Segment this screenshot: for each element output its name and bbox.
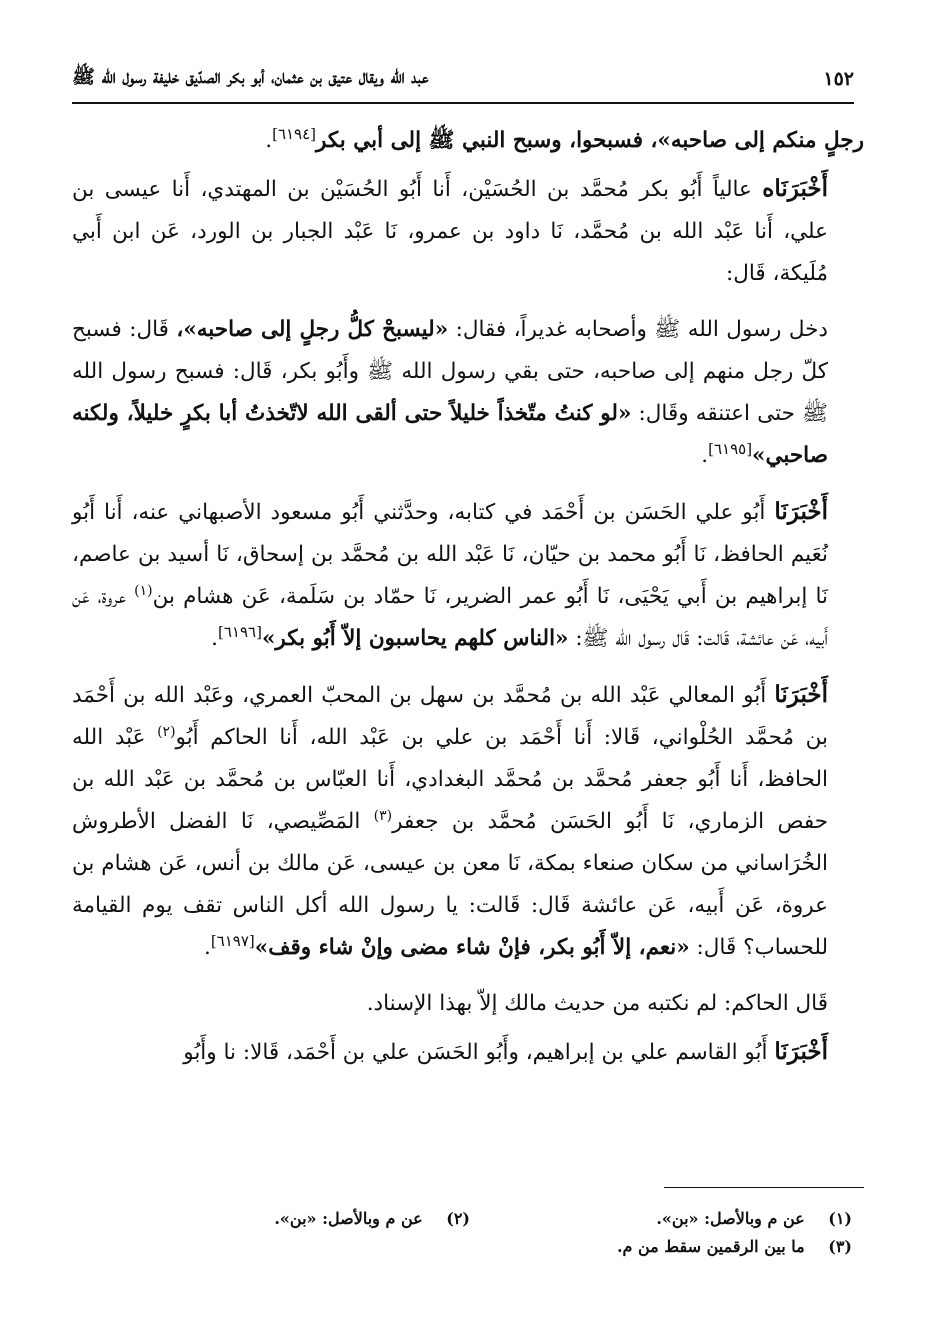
footnote-number: (٢) bbox=[446, 1209, 470, 1228]
footnote-number: (٣) bbox=[828, 1237, 852, 1256]
paragraph bbox=[72, 983, 864, 1025]
paragraph bbox=[72, 309, 864, 477]
footnote-marker: (١) bbox=[134, 582, 153, 599]
page-header bbox=[72, 62, 854, 96]
footnote-text: ما بين الرقمين سقط من م. bbox=[616, 1237, 805, 1256]
narration-keyword: أَخْبَرَنَا bbox=[774, 681, 828, 708]
text-run: . bbox=[701, 443, 709, 468]
paragraph bbox=[72, 674, 864, 969]
hadith-quote: «نعم، إلاّ أَبُو بكر، فإنْ شاء مضى وإنْ شاء وقف» bbox=[254, 935, 690, 960]
paragraph bbox=[72, 120, 864, 162]
hadith-number: [٦١٩٧] bbox=[210, 931, 255, 950]
footnote-2 bbox=[100, 1205, 482, 1233]
footnote-marker: (٢) bbox=[157, 723, 176, 740]
page-number: ١٥٢ bbox=[823, 68, 854, 90]
running-title: عبد الله ويقال عتيق بن عثمان، أبو بكر الصدّيق خليفة رسول الله ﷺ bbox=[72, 66, 429, 88]
hadith-quote: «الناس كلهم يحاسبون إلاّ أَبُو بكر» bbox=[261, 626, 569, 651]
text-run: عروة، عَن أَبيه، عَن عائشة، قَالت: قَال رسول الله ﷺ: bbox=[72, 584, 828, 651]
text-run: . bbox=[265, 128, 273, 153]
text-run: . bbox=[203, 935, 211, 960]
footnote-text: عن م وبالأصل: «بن». bbox=[274, 1209, 423, 1228]
main-text bbox=[72, 120, 864, 1080]
paragraph bbox=[72, 1031, 864, 1074]
text-run: قَال: فسبح كلّ رجل منهم إلى صاحبه، حتى بقي رسول الله ﷺ وأَبُو بكر، قَال: فسبح رسول الله ﷺ حتى اعتنقه وقَال: bbox=[72, 317, 829, 426]
footnote-row bbox=[72, 1233, 864, 1261]
footnote-row bbox=[72, 1205, 864, 1233]
footnotes bbox=[72, 1205, 864, 1261]
footnote-number: (١) bbox=[828, 1209, 852, 1228]
text-run: المَصِّيصي، نَا الفضل الأطروش الخُرَاساني من سكان صنعاء بمكة، نَا معن بن عيسى، عَن مالك بن أنس، عَن هشام بن عروة، عَن أَبيه، عَن عائشة قَال: قَالت: يا رسول الله أكل الناس تقف يوم القيامة للحساب؟ قَال: bbox=[72, 809, 828, 960]
narration-keyword: أَخْبَرَنَاه bbox=[762, 175, 828, 202]
hadith-number: [٦١٩٦] bbox=[218, 622, 262, 641]
hadith-quote: «ليسبحْ كلُّ رجلٍ إلى صاحبه»، bbox=[176, 317, 449, 342]
narration-keyword: أَخْبَرَنَا bbox=[774, 498, 828, 525]
hadith-number: [٦١٩٤] bbox=[272, 124, 317, 143]
text-run: دخل رسول الله ﷺ وأصحابه غديراً، فقال: bbox=[448, 317, 828, 342]
narration-keyword: أَخْبَرَنَا bbox=[774, 1038, 828, 1065]
text-run: . bbox=[211, 626, 219, 651]
footnote-rule bbox=[664, 1187, 864, 1188]
footnote-3 bbox=[482, 1233, 864, 1261]
text-run: أَبُو المعالي عَبْد الله بن مُحمَّد بن سهل بن المحبّ العمري، وعَبْد الله بن أَحْمَد بن مُحمَّد الحُلْواني، قَالا: أَنا أَحْمَد بن علي بن عَبْد الله، أَنا الحاكم أَبُو bbox=[72, 683, 828, 750]
paragraph bbox=[72, 491, 864, 660]
paragraph bbox=[72, 168, 864, 295]
hadith-quote: رجلٍ منكم إلى صاحبه»، فسبحوا، وسبح النبي ﷺ إلى أبي بكر bbox=[316, 128, 864, 153]
footnote-1 bbox=[482, 1205, 864, 1233]
hadith-number: [٦١٩٥] bbox=[708, 439, 753, 458]
footnote-marker: (٣) bbox=[373, 807, 393, 824]
text-run: عالياً أَبُو بكر مُحمَّد بن الحُسَيْن، أَنا أَبُو الحُسَيْن بن المهتدي، أَنا عيسى بن علي، أَنا عَبْد الله بن مُحمَّد، نَا داود بن عمرو، نَا عَبْد الجبار بن الورد، عَن ابن أَبي مُلَيكة، قَال: bbox=[72, 177, 828, 286]
text-run: عَبْد الله الحافظ، أَنا أَبُو جعفر مُحمَّد بن مُحمَّد البغدادي، أَنا العبّاس بن مُحمَّد بن عَبْد الله بن حفص الزماري، نَا أَبُو الحَسَن مُحمَّد بن جعفر bbox=[72, 725, 828, 834]
header-rule bbox=[72, 102, 854, 104]
text-run: قَال الحاكم: لم نكتبه من حديث مالك إلاّ بهذا الإسناد. bbox=[366, 991, 828, 1016]
text-run: أَبُو القاسم علي بن إبراهيم، وأَبُو الحَسَن علي بن أَحْمَد، قَالا: نا وأَبُو bbox=[183, 1040, 775, 1065]
text-run: أَبُو علي الحَسَن بن أَحْمَد في كتابه، وحدَّثني أَبُو مسعود الأصبهاني عنه، أَنا أَبُو نُعَيم الحافظ، نَا أَبُو محمد بن حيّان، نَا عَبْد الله بن مُحمَّد بن إسحاق، نَا أسيد بن عاصم، نَا إبراهيم بن أَبي يَحْيَى، نَا أَبُو عمر الضرير، نَا حمّاد بن سَلَمة، عَن هشام بن bbox=[72, 500, 828, 609]
hadith-quote: «لو كنتُ متّخذاً خليلاً حتى ألقى الله لاتّخذتُ أبا بكرٍ خليلاً، ولكنه صاحبي» bbox=[72, 401, 828, 468]
footnote-text: عن م وبالأصل: «بن». bbox=[656, 1209, 805, 1228]
